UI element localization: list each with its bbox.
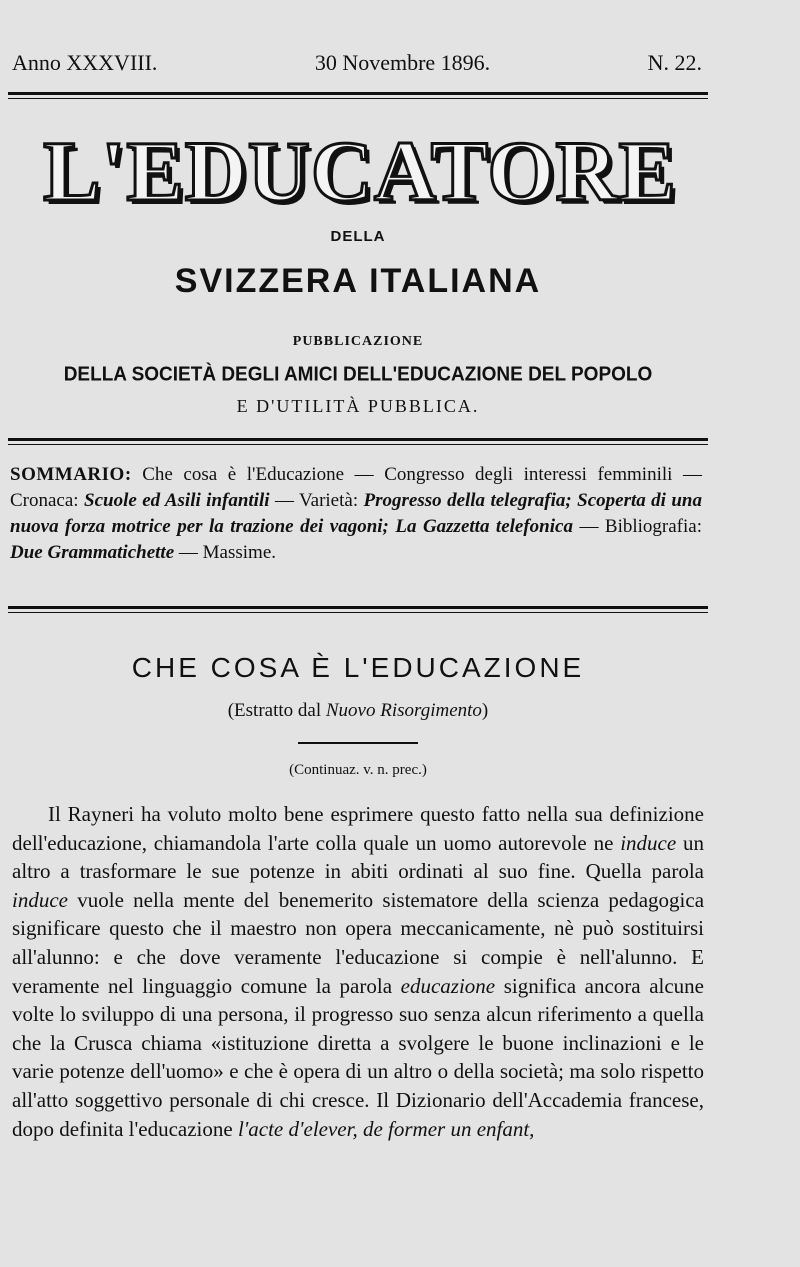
issue-header <box>12 50 702 76</box>
title-divider <box>298 742 418 744</box>
masthead-utilita: E D'UTILITÀ PUBBLICA. <box>236 396 480 416</box>
continuation-note: (Continuaz. v. n. prec.) <box>289 762 427 778</box>
summary-text-5: — Bibliografia: <box>579 516 703 537</box>
article-title: CHE COSA È L'EDUCAZIONE <box>131 652 585 683</box>
summary-text-4: Progresso della telegrafia; Scoperta di una nuova forza motrice per la trazione dei vagoni; La Gazzetta telefonica <box>10 490 702 537</box>
masthead-societa: DELLA SOCIETÀ DEGLI AMICI DELL'EDUCAZIONE DEL POPOLO <box>63 363 653 386</box>
summary-label: SOMMARIO <box>10 464 125 485</box>
summary: SOMMARIO: Che cosa è l'Educazione — Congresso degli interessi femminili — Cronaca: Scuole ed Asili infantili — Varietà: Progresso della telegrafia; Scoperta di una nuova forza motrice per la trazione dei vagoni; La Gazzetta telefonica — Bibliografia: Due Grammatichette — Massime. <box>10 464 703 563</box>
summary-text-1: Che cosa è l'Educazione — Congresso degli interessi femminili — Cronaca: <box>10 464 702 511</box>
masthead-della: DELLA <box>330 228 386 245</box>
article-body <box>12 800 704 1143</box>
summary-text-3: — Varietà: <box>274 490 359 511</box>
issue-date: 30 Novembre 1896. <box>314 50 491 75</box>
article-paragraph: Il Rayneri ha voluto molto bene esprimere questo fatto nella sua definizione dell'educazione, chiamandola l'arte colla quale un uomo autorevole ne induce un altro a trasformare le sue potenze in abiti ordinati al suo fine. Quella parola induce vuole nella mente del benemerito sistematore della scienza pedagogica significare questo che il maestro non opera meccanicamente, nè può sostituirsi all'alunno: e che dove veramente l'educazione si compie è nell'alunno. E veramente nel linguaggio comune la parola educazione significa ancora alcune volte lo sviluppo di una persona, il progresso suo senza alcun riferimento a quella che la Crusca chiama «istituzione diretta a svolgere le buone inclinazioni e le varie potenze dell'uomo» e che è opera di un altro o della società; ma solo rispetto all'atto soggettivo personale di chi cresce. Il Dizionario dell'Accademia francese, dopo definita l'educazione l'acte d'elever, de former un enfant, <box>12 802 705 1141</box>
summary-text-2: Scuole ed Asili infantili <box>84 490 270 511</box>
masthead-rule <box>8 438 708 445</box>
masthead-pubblicazione: PUBBLICAZIONE <box>292 334 424 349</box>
summary-text-7: — Massime. <box>178 542 276 563</box>
issue-number: N. 22. <box>647 50 702 75</box>
article-source-name: Nuovo Risorgimento <box>325 700 482 721</box>
volume-year: Anno XXXVIII. <box>12 50 158 75</box>
summary-rule <box>8 606 708 613</box>
masthead-title: L'EDUCATORE <box>43 123 677 219</box>
summary-text-6: Due Grammatichette <box>10 542 175 563</box>
article-source: (Estratto dal Nuovo Risorgimento) <box>227 700 489 721</box>
masthead-subtitle: SVIZZERA ITALIANA <box>174 262 542 300</box>
header-rule <box>8 92 708 99</box>
